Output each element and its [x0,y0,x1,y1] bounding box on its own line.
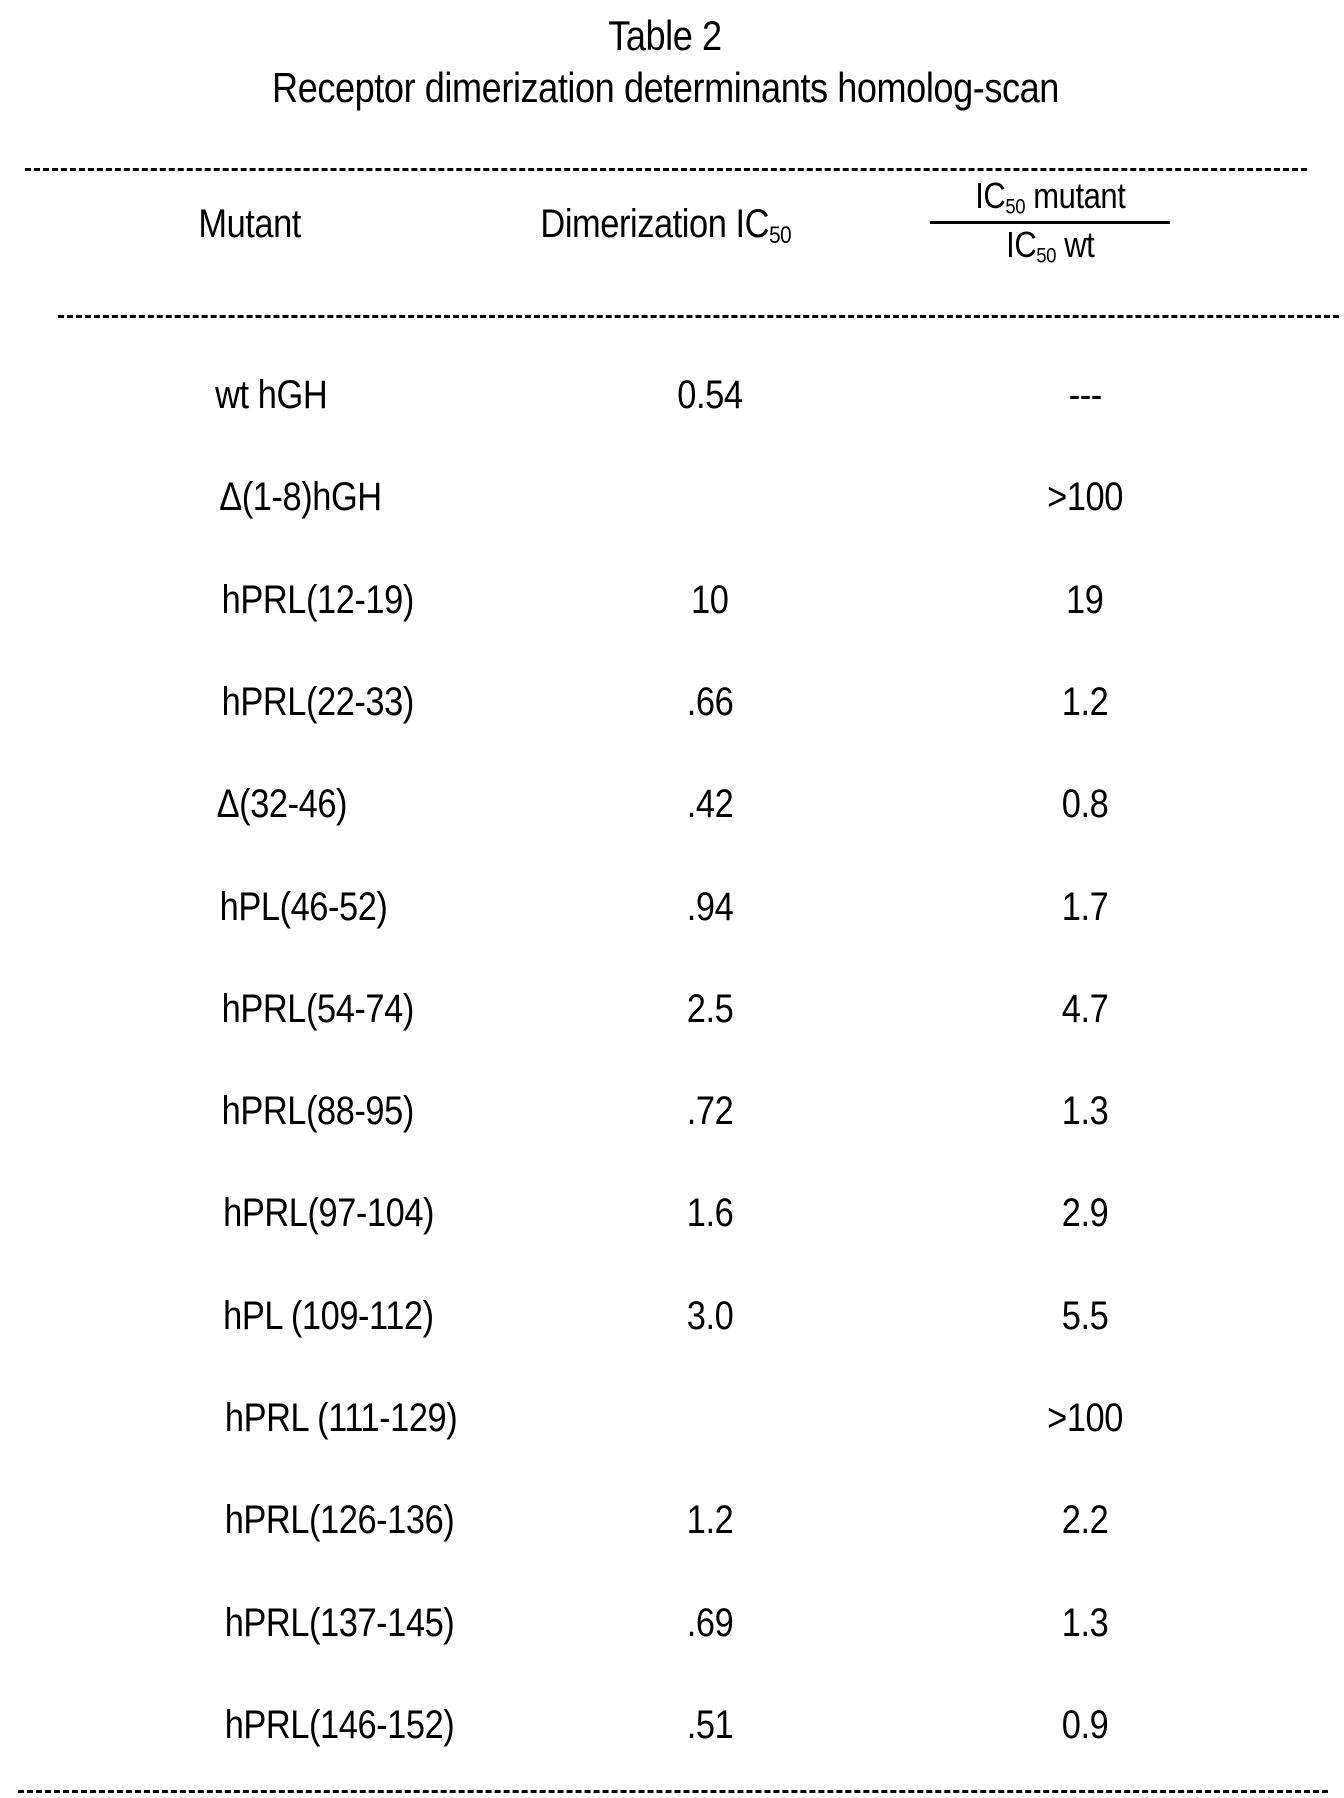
table-row [0,987,1344,1047]
header-rule [58,315,1339,318]
top-rule [25,168,1307,171]
table-row [0,1089,1344,1149]
table-row [0,1396,1344,1456]
header-dimerization-ic50: Dimerization IC50 [520,202,812,250]
ratio-numerator: IC50 mutant [930,175,1170,224]
ratio-cell: 19 [990,578,1180,623]
ic50-cell: .42 [600,782,820,827]
mutant-cell: hPRL (111-129) [206,1396,476,1441]
table-row [0,475,1344,535]
table-title: Table 2 [0,12,1330,60]
ic50-cell: 2.5 [600,987,820,1032]
ic50-cell: 1.6 [600,1191,820,1236]
ic50-cell: .69 [600,1601,820,1646]
ic50-cell: .51 [600,1703,820,1748]
table-row [0,680,1344,740]
ratio-cell: 5.5 [990,1294,1180,1339]
ratio-cell: 2.9 [990,1191,1180,1236]
mutant-cell: hPRL(12-19) [206,578,430,623]
mutant-cell: hPRL(88-95) [206,1089,430,1134]
ic50-cell: .66 [600,680,820,725]
ratio-cell: 0.9 [990,1703,1180,1748]
mutant-cell: hPRL(137-145) [206,1601,473,1646]
mutant-cell: hPRL(97-104) [206,1191,451,1236]
table-row [0,578,1344,638]
ic50-cell [600,1396,820,1441]
ratio-cell: 1.3 [990,1601,1180,1646]
ic50-cell: 3.0 [600,1294,820,1339]
ratio-cell: 1.7 [990,885,1180,930]
table-subtitle: Receptor dimerization determinants homolog-scan [0,64,1330,112]
ratio-cell: >100 [990,475,1180,520]
table-row [0,1498,1344,1558]
header-mutant: Mutant [190,202,309,247]
table-row [0,1191,1344,1251]
ratio-cell: >100 [990,1396,1180,1441]
ic50-cell: 1.2 [600,1498,820,1543]
ic50-cell [600,475,820,520]
ic50-cell: 0.54 [600,373,820,418]
mutant-cell: hPRL(22-33) [206,680,430,725]
mutant-cell: wt hGH [206,373,336,418]
ic50-cell: .72 [600,1089,820,1134]
mutant-cell: hPRL(146-152) [206,1703,473,1748]
mutant-cell: hPRL(126-136) [206,1498,473,1543]
table-row [0,1601,1344,1661]
ratio-cell: 1.2 [990,680,1180,725]
bottom-rule [18,1790,1328,1793]
mutant-cell: hPL (109-112) [206,1294,451,1339]
ratio-denominator: IC50 wt [930,224,1170,268]
ratio-cell: 0.8 [990,782,1180,827]
mutant-cell: Δ(1-8)hGH [206,475,395,520]
ratio-cell: 2.2 [990,1498,1180,1543]
mutant-cell: hPRL(54-74) [206,987,430,1032]
ic50-cell: 10 [600,578,820,623]
mutant-cell: Δ(32-46) [206,782,358,827]
mutant-cell: hPL(46-52) [206,885,401,930]
table-row [0,885,1344,945]
ratio-cell: --- [990,373,1180,418]
table-row [0,1294,1344,1354]
ratio-cell: 1.3 [990,1089,1180,1134]
table-row [0,1703,1344,1763]
header-ic50-ratio [930,175,1170,269]
table-row [0,373,1344,433]
ratio-cell: 4.7 [990,987,1180,1032]
table-row [0,782,1344,842]
ic50-cell: .94 [600,885,820,930]
